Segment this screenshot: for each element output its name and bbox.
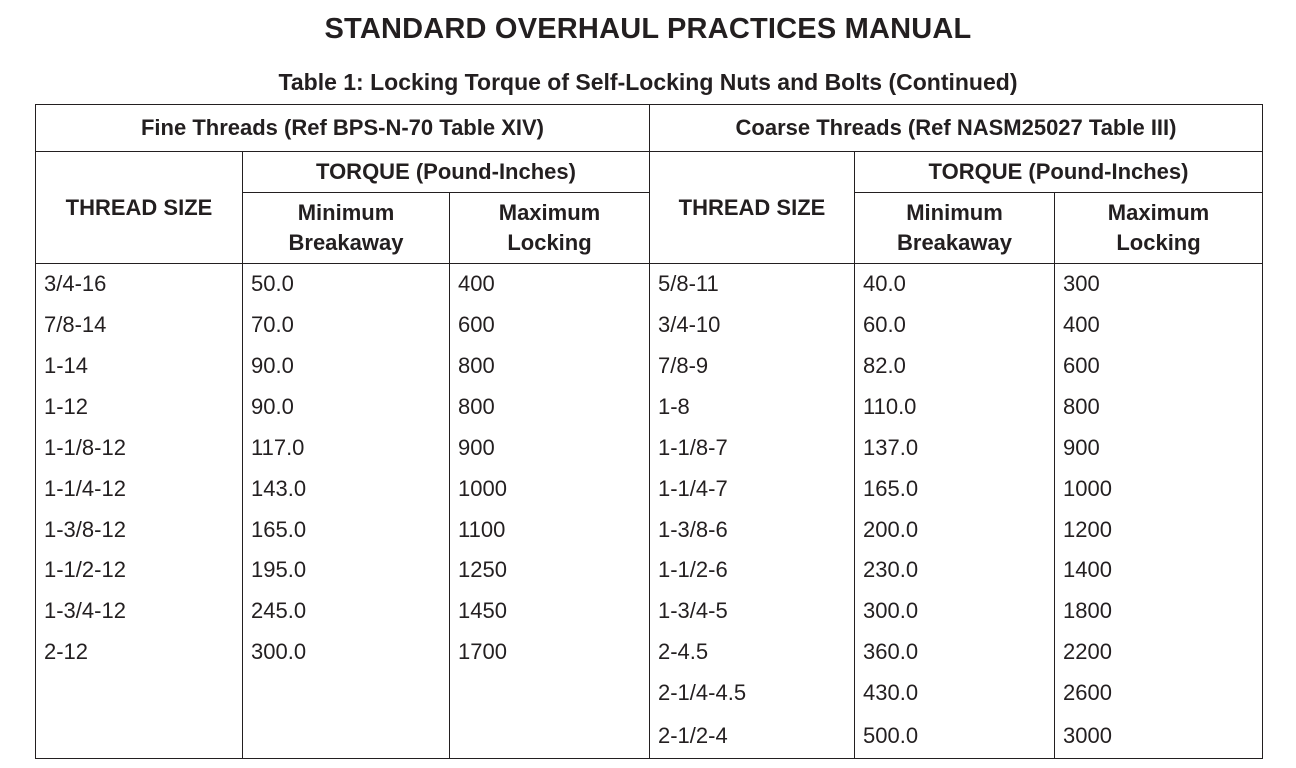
fine-min-breakaway-cell: 50.0 bbox=[243, 264, 450, 305]
coarse-max-header-line2: Locking bbox=[1116, 230, 1201, 255]
fine-thread-size-cell: 2-12 bbox=[36, 632, 243, 673]
fine-min-header-line2: Breakaway bbox=[288, 230, 404, 255]
coarse-min-breakaway-cell: 230.0 bbox=[855, 550, 1055, 591]
coarse-min-breakaway-cell: 137.0 bbox=[855, 427, 1055, 468]
fine-thread-size-cell: 1-3/8-12 bbox=[36, 509, 243, 550]
fine-max-locking-cell: 600 bbox=[450, 305, 650, 346]
locking-torque-table bbox=[35, 104, 1263, 759]
coarse-max-locking-cell: 3000 bbox=[1055, 713, 1263, 758]
fine-min-breakaway-cell: 165.0 bbox=[243, 509, 450, 550]
coarse-max-locking-cell: 1200 bbox=[1055, 509, 1263, 550]
coarse-thread-size-cell: 1-1/2-6 bbox=[650, 550, 855, 591]
coarse-maximum-locking-header bbox=[1055, 193, 1263, 264]
coarse-max-locking-cell: 1000 bbox=[1055, 468, 1263, 509]
coarse-min-breakaway-cell: 60.0 bbox=[855, 305, 1055, 346]
fine-min-breakaway-cell: 117.0 bbox=[243, 427, 450, 468]
fine-thread-size-cell: 1-14 bbox=[36, 346, 243, 387]
table-row bbox=[36, 713, 1263, 758]
coarse-max-locking-cell: 900 bbox=[1055, 427, 1263, 468]
fine-min-breakaway-cell bbox=[243, 713, 450, 758]
fine-max-locking-cell: 400 bbox=[450, 264, 650, 305]
fine-thread-size-cell: 1-12 bbox=[36, 387, 243, 428]
coarse-thread-size-cell: 1-8 bbox=[650, 387, 855, 428]
coarse-min-breakaway-cell: 500.0 bbox=[855, 713, 1055, 758]
fine-max-locking-cell: 800 bbox=[450, 346, 650, 387]
fine-max-locking-cell: 800 bbox=[450, 387, 650, 428]
coarse-min-breakaway-cell: 165.0 bbox=[855, 468, 1055, 509]
fine-max-locking-cell: 1700 bbox=[450, 632, 650, 673]
coarse-min-breakaway-cell: 200.0 bbox=[855, 509, 1055, 550]
coarse-min-header-line2: Breakaway bbox=[897, 230, 1012, 255]
fine-threads-group-header: Fine Threads (Ref BPS-N-70 Table XIV) bbox=[36, 105, 650, 152]
fine-max-locking-cell: 900 bbox=[450, 427, 650, 468]
table-row bbox=[36, 509, 1263, 550]
table-row bbox=[36, 632, 1263, 673]
table-row bbox=[36, 387, 1263, 428]
fine-min-breakaway-cell: 300.0 bbox=[243, 632, 450, 673]
table-row bbox=[36, 550, 1263, 591]
coarse-max-locking-cell: 600 bbox=[1055, 346, 1263, 387]
coarse-max-locking-cell: 2600 bbox=[1055, 673, 1263, 714]
fine-thread-size-cell: 1-3/4-12 bbox=[36, 591, 243, 632]
fine-torque-header: TORQUE (Pound-Inches) bbox=[243, 152, 650, 193]
coarse-max-locking-cell: 1400 bbox=[1055, 550, 1263, 591]
coarse-thread-size-cell: 5/8-11 bbox=[650, 264, 855, 305]
coarse-torque-header: TORQUE (Pound-Inches) bbox=[855, 152, 1263, 193]
coarse-max-locking-cell: 800 bbox=[1055, 387, 1263, 428]
fine-max-locking-cell: 1100 bbox=[450, 509, 650, 550]
coarse-min-breakaway-cell: 40.0 bbox=[855, 264, 1055, 305]
table-row bbox=[36, 427, 1263, 468]
coarse-minimum-breakaway-header bbox=[855, 193, 1055, 264]
fine-thread-size-cell bbox=[36, 713, 243, 758]
coarse-thread-size-cell: 2-1/4-4.5 bbox=[650, 673, 855, 714]
fine-min-breakaway-cell bbox=[243, 673, 450, 714]
fine-max-locking-cell: 1250 bbox=[450, 550, 650, 591]
coarse-max-locking-cell: 400 bbox=[1055, 305, 1263, 346]
coarse-thread-size-cell: 7/8-9 bbox=[650, 346, 855, 387]
fine-min-breakaway-cell: 90.0 bbox=[243, 387, 450, 428]
fine-thread-size-header: THREAD SIZE bbox=[36, 152, 243, 264]
table-row bbox=[36, 591, 1263, 632]
table-row bbox=[36, 468, 1263, 509]
coarse-thread-size-header: THREAD SIZE bbox=[650, 152, 855, 264]
coarse-min-breakaway-cell: 300.0 bbox=[855, 591, 1055, 632]
fine-min-breakaway-cell: 195.0 bbox=[243, 550, 450, 591]
fine-thread-size-cell: 1-1/4-12 bbox=[36, 468, 243, 509]
fine-maximum-locking-header bbox=[450, 193, 650, 264]
coarse-max-locking-cell: 2200 bbox=[1055, 632, 1263, 673]
coarse-max-locking-cell: 1800 bbox=[1055, 591, 1263, 632]
coarse-min-breakaway-cell: 430.0 bbox=[855, 673, 1055, 714]
coarse-max-header-line1: Maximum bbox=[1107, 200, 1210, 225]
fine-minimum-breakaway-header bbox=[243, 193, 450, 264]
fine-thread-size-cell: 7/8-14 bbox=[36, 305, 243, 346]
coarse-thread-size-cell: 2-1/2-4 bbox=[650, 713, 855, 758]
fine-min-header-line1: Minimum bbox=[297, 200, 395, 225]
table-row bbox=[36, 264, 1263, 305]
coarse-threads-group-header: Coarse Threads (Ref NASM25027 Table III) bbox=[650, 105, 1263, 152]
fine-max-locking-cell bbox=[450, 713, 650, 758]
fine-max-header-line1: Maximum bbox=[498, 200, 601, 225]
table-row bbox=[36, 673, 1263, 714]
fine-min-breakaway-cell: 143.0 bbox=[243, 468, 450, 509]
fine-thread-size-cell: 3/4-16 bbox=[36, 264, 243, 305]
coarse-thread-size-cell: 1-3/4-5 bbox=[650, 591, 855, 632]
fine-max-locking-cell: 1000 bbox=[450, 468, 650, 509]
coarse-thread-size-cell: 2-4.5 bbox=[650, 632, 855, 673]
fine-min-breakaway-cell: 70.0 bbox=[243, 305, 450, 346]
fine-max-locking-cell: 1450 bbox=[450, 591, 650, 632]
coarse-thread-size-cell: 1-3/8-6 bbox=[650, 509, 855, 550]
table-row bbox=[36, 346, 1263, 387]
coarse-min-breakaway-cell: 110.0 bbox=[855, 387, 1055, 428]
fine-thread-size-cell: 1-1/8-12 bbox=[36, 427, 243, 468]
coarse-min-header-line1: Minimum bbox=[906, 200, 1003, 225]
fine-min-breakaway-cell: 245.0 bbox=[243, 591, 450, 632]
coarse-thread-size-cell: 1-1/4-7 bbox=[650, 468, 855, 509]
fine-thread-size-cell: 1-1/2-12 bbox=[36, 550, 243, 591]
coarse-max-locking-cell: 300 bbox=[1055, 264, 1263, 305]
fine-max-header-line2: Locking bbox=[507, 230, 592, 255]
coarse-thread-size-cell: 3/4-10 bbox=[650, 305, 855, 346]
fine-min-breakaway-cell: 90.0 bbox=[243, 346, 450, 387]
fine-max-locking-cell bbox=[450, 673, 650, 714]
table-row bbox=[36, 305, 1263, 346]
coarse-thread-size-cell: 1-1/8-7 bbox=[650, 427, 855, 468]
coarse-min-breakaway-cell: 82.0 bbox=[855, 346, 1055, 387]
document-title: STANDARD OVERHAUL PRACTICES MANUAL bbox=[324, 13, 972, 45]
fine-thread-size-cell bbox=[36, 673, 243, 714]
coarse-min-breakaway-cell: 360.0 bbox=[855, 632, 1055, 673]
table-caption: Table 1: Locking Torque of Self-Locking Nuts and Bolts (Continued) bbox=[278, 69, 1018, 95]
